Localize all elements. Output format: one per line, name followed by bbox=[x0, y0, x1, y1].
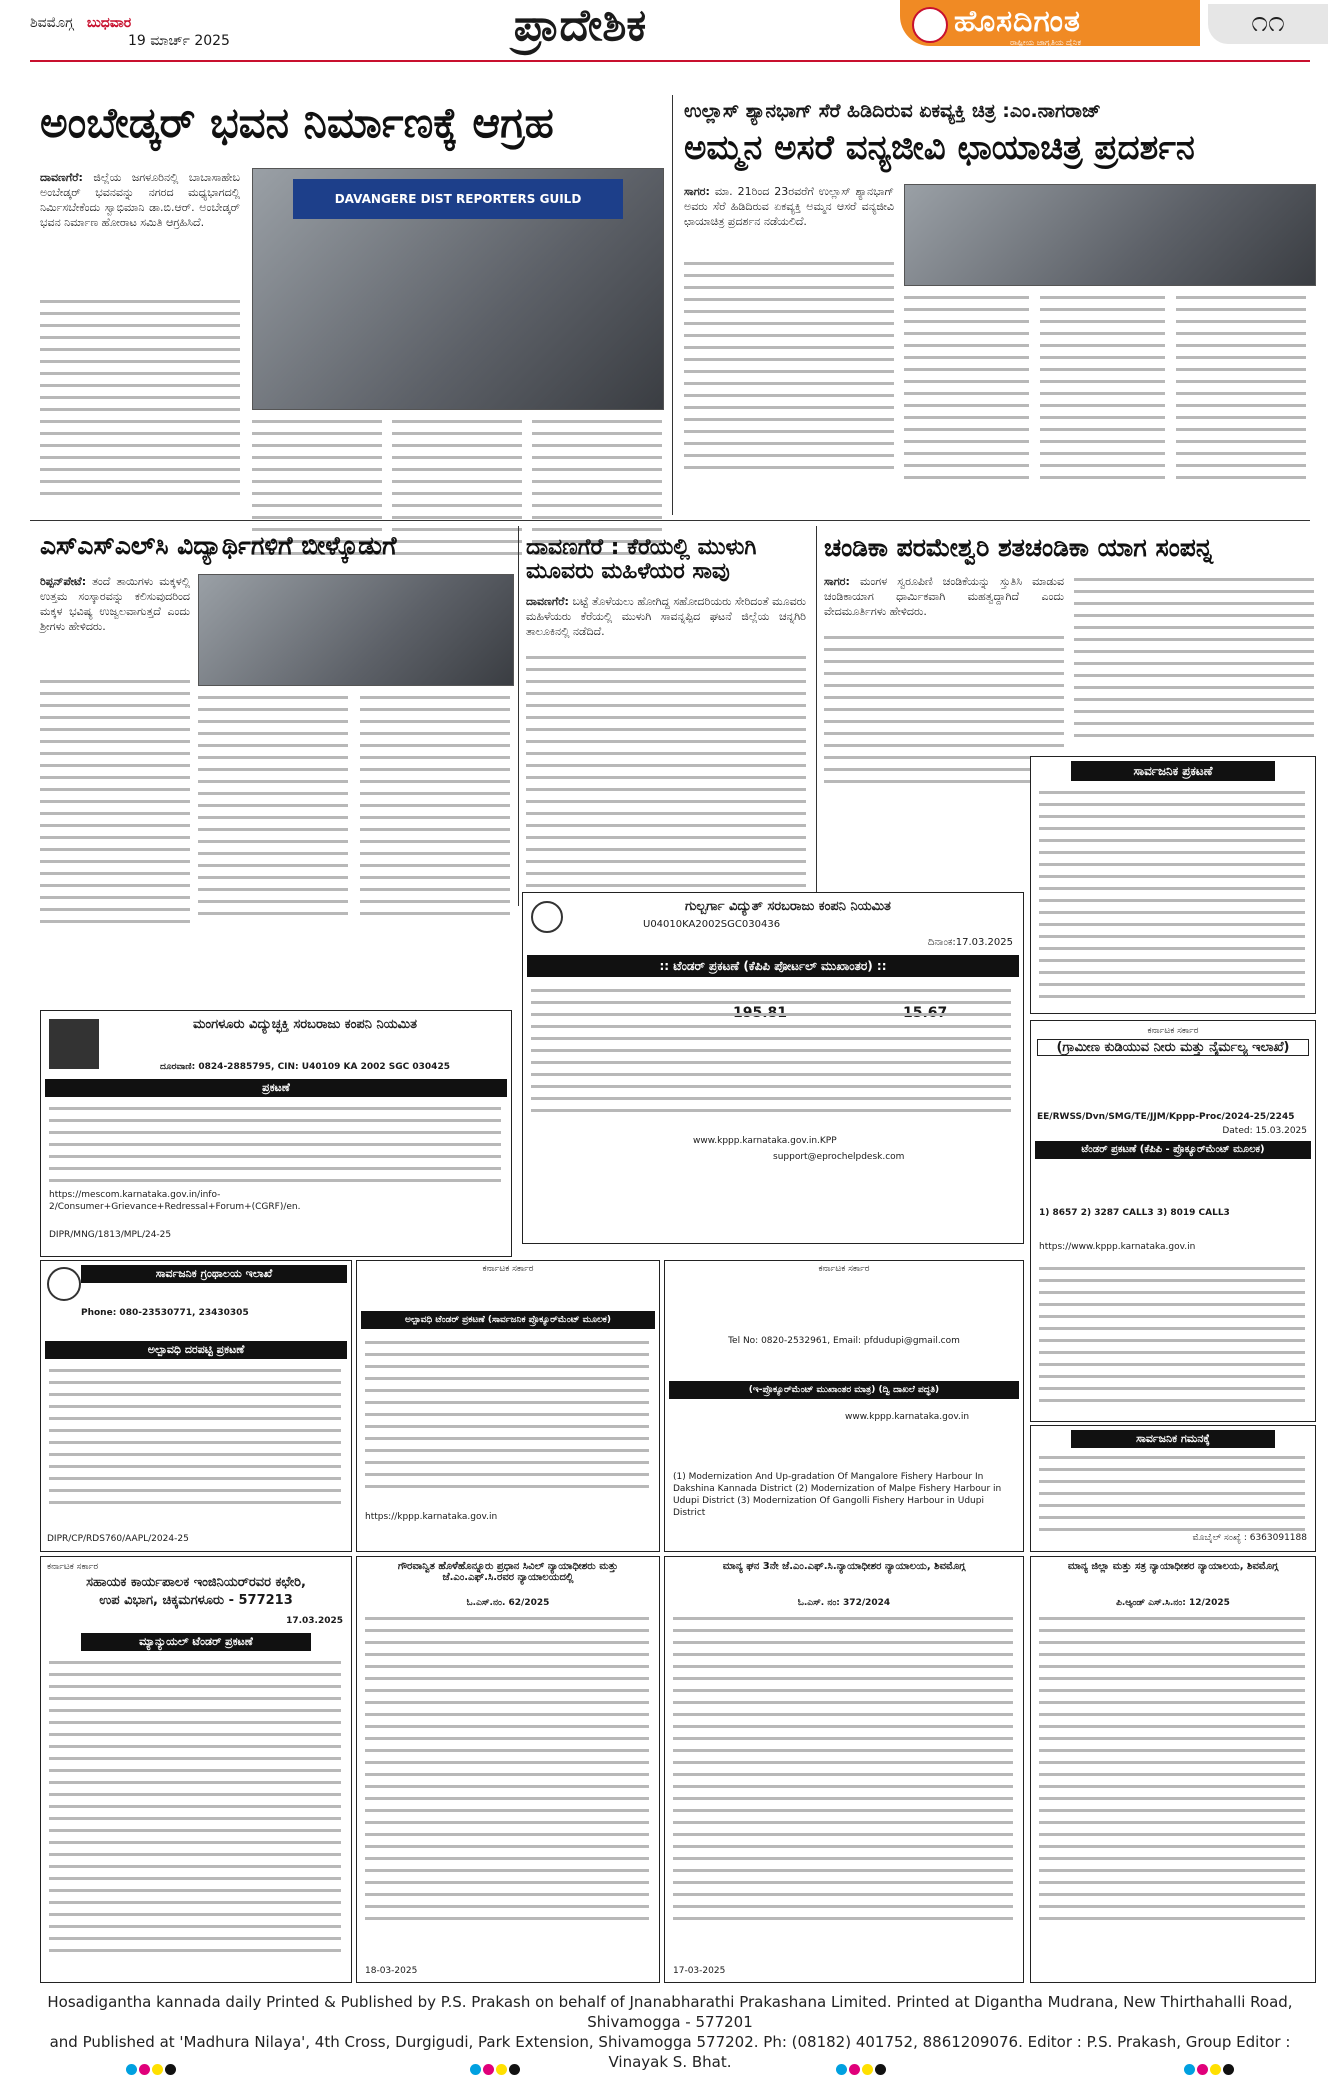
story-wildlife-col3 bbox=[1040, 296, 1165, 488]
public-notice-2-title: ಸಾರ್ವಜನಿಕ ಗಮನಕ್ಕೆ bbox=[1071, 1430, 1275, 1448]
registration-dots bbox=[470, 2060, 522, 2072]
dateline-ambedkar: ದಾವಣಗೆರೆ: bbox=[40, 171, 83, 184]
fisheries-url[interactable]: www.kppp.karnataka.gov.in bbox=[845, 1412, 970, 1422]
brand-logo-icon bbox=[912, 7, 948, 43]
ad-court-2 bbox=[664, 1556, 1024, 1983]
public-notice-2-mobile: ಮೊಬೈಲ್ ಸಂಖ್ಯೆ : 6363091188 bbox=[1192, 1533, 1307, 1543]
library-phone: Phone: 080-23530771, 23430305 bbox=[81, 1308, 249, 1318]
rural-water-calls: 1) 8657 2) 3287 CALL3 3) 8019 CALL3 bbox=[1039, 1208, 1230, 1218]
court-3-case: ಪಿ.ಆ್ಯಂಡ್ ಎಸ್.ಸಿ.ನಂ: 12/2025 bbox=[1116, 1598, 1230, 1608]
story-sslc-col3 bbox=[360, 696, 510, 924]
rural-water-bar: ಟೆಂಡರ್ ಪ್ರಕಟಣೆ (ಕೆಪಿಪಿ - ಪ್ರೊಕ್ಯೂರ್‌ಮೆಂಟ್ ಮೂಲಕ) bbox=[1035, 1141, 1311, 1159]
gescom-date: ದಿನಾಂಕ:17.03.2025 bbox=[927, 937, 1013, 948]
brand-banner bbox=[900, 0, 1200, 46]
ad-fisheries bbox=[664, 1260, 1024, 1552]
brand-tagline: ರಾಷ್ಟ್ರೀಯ ಜಾಗೃತಿಯ ದೈನಿಕ bbox=[1010, 38, 1081, 47]
ad-mescom bbox=[40, 1010, 512, 1257]
court-2-date: 17-03-2025 bbox=[673, 1966, 726, 1976]
ad-library bbox=[40, 1260, 352, 1552]
court-2-case: ಓ.ಎಸ್. ನಂ: 372/2024 bbox=[797, 1598, 891, 1608]
masthead-dateline bbox=[30, 14, 230, 50]
fisheries-phone: Tel No: 0820-2532961, Email: pfdudupi@gmail.com bbox=[728, 1336, 960, 1346]
library-title: ಸಾರ್ವಜನಿಕ ಗ್ರಂಥಾಲಯ ಇಲಾಖೆ bbox=[81, 1265, 347, 1283]
rural-water-title: (ಗ್ರಾಮೀಣ ಕುಡಿಯುವ ನೀರು ಮತ್ತು ನೈರ್ಮಲ್ಯ ಇಲಾಖೆ) bbox=[1037, 1039, 1309, 1056]
headline-chandika: ಚಂಡಿಕಾ ಪರಮೇಶ್ವರಿ ಶತಚಂಡಿಕಾ ಯಾಗ ಸಂಪನ್ನ bbox=[824, 533, 1214, 562]
story-davangere-text bbox=[526, 656, 806, 896]
imprint-line-1: Hosadigantha kannada daily Printed & Published by P.S. Prakash on behalf of Jnanabharathi Prakashana Limited. Printed at Digantha Mudrana, New Thirthahalli Road, Shivamogga - 577201 bbox=[47, 1993, 1293, 2031]
photo-banner-text: DAVANGERE DIST REPORTERS GUILD bbox=[293, 179, 623, 219]
ad-court-1 bbox=[356, 1556, 660, 1983]
fisheries-header: ಕರ್ನಾಟಕ ಸರ್ಕಾರ bbox=[818, 1264, 870, 1274]
gescom-bar: :: ಟೆಂಡರ್ ಪ್ರಕಟಣೆ (ಕೆಪಿಪಿ ಪೋರ್ಟಲ್ ಮುಖಾಂತರ) :: bbox=[527, 955, 1019, 977]
ad-pwd bbox=[40, 1556, 352, 1983]
column-divider bbox=[518, 526, 519, 906]
court-3-title: ಮಾನ್ಯ ಜಿಲ್ಲಾ ಮತ್ತು ಸತ್ರ ನ್ಯಾಯಾಧೀಶರ ನ್ಯಾಯಾಲಯ, ಶಿವಮೊಗ್ಗ bbox=[1067, 1561, 1279, 1572]
story-chandika-text bbox=[824, 636, 1064, 792]
photo-wildlife-event bbox=[904, 184, 1316, 286]
court-1-date: 18-03-2025 bbox=[365, 1966, 418, 1976]
ad-court-3 bbox=[1030, 1556, 1316, 1983]
mescom-phone: ದೂರವಾಣಿ: 0824-2885795, CIN: U40109 KA 2002 SGC 030425 bbox=[160, 1062, 450, 1072]
gescom-cin: U04010KA2002SGC030436 bbox=[643, 919, 781, 930]
photo-sslc-event bbox=[198, 574, 514, 686]
library-logo-icon bbox=[47, 1267, 81, 1301]
ad-kbjnl bbox=[356, 1260, 660, 1552]
masthead-city: ಶಿವಮೊಗ್ಗ bbox=[30, 15, 74, 31]
imprint-footer bbox=[30, 1992, 1310, 2072]
dateline-sslc: ರಿಪ್ಪನ್‌ಪೇಟೆ: bbox=[40, 575, 87, 588]
kbjnl-header: ಕರ್ನಾಟಕ ಸರ್ಕಾರ bbox=[482, 1264, 534, 1274]
column-divider bbox=[672, 95, 673, 515]
ad-public-notice-1 bbox=[1030, 756, 1316, 1014]
headline-sslc: ಎಸ್‌ಎಸ್‌ಎಲ್‌ಸಿ ವಿದ್ಯಾರ್ಥಿಗಳಿಗೆ ಬೀಳ್ಕೊಡುಗೆ bbox=[40, 531, 397, 560]
court-1-case: ಓ.ಎಸ್.ನಂ. 62/2025 bbox=[466, 1598, 550, 1608]
mescom-title: ಮಂಗಳೂರು ವಿದ್ಯುಚ್ಛಕ್ತಿ ಸರಬರಾಜು ಕಂಪನಿ ನಿಯಮಿತ bbox=[193, 1017, 417, 1032]
fisheries-works: (1) Modernization And Up-gradation Of Mangalore Fishery Harbour In Dakshina Kannada District (2) Modernization of Malpe Fishery Harbour in Udupi District (3) Modernization Of Gangolli Fishery Harbour in Udupi District bbox=[673, 1472, 1002, 1518]
headline-ambedkar: ಅಂಬೇಡ್ಕರ್ ಭವನ ನಿರ್ಮಾಣಕ್ಕೆ ಆಗ್ರಹ bbox=[40, 98, 554, 147]
ad-gescom-tender bbox=[522, 892, 1024, 1244]
imprint-line-2: and Published at 'Madhura Nilaya', 4th Cross, Durgigudi, Park Extension, Shivamogga 577202. Ph: (08182) 401752, 8861209076. Editor : P.S. Prakash, Group Editor : Vinayak S. Bhat. bbox=[49, 2033, 1291, 2071]
rural-water-date: Dated: 15.03.2025 bbox=[1222, 1126, 1307, 1136]
mescom-url[interactable]: https://mescom.karnataka.gov.in/info-2/Consumer+Grievance+Redressal+Forum+(CGRF)/en. bbox=[49, 1190, 301, 1212]
story-chandika-body: ಸಾಗರ: ಮಂಗಳ ಸ್ವರೂಪಿಣಿ ಚಂಡಿಕೆಯನ್ನು ಸ್ತುತಿಸಿ ಮಾಡುವ ಚಂಡಿಕಾಯಾಗ ಧಾರ್ಮಿಕವಾಗಿ ಮಹತ್ವದ್ದಾಗಿದೆ ಎಂದು ವೇದಮೂರ್ತಿಗಳು ಹೇಳಿದರು. bbox=[824, 575, 1065, 618]
court-2-title: ಮಾನ್ಯ ಘನ 3ನೇ ಜೆ.ಎಂ.ಎಫ್.ಸಿ.ನ್ಯಾಯಾಧೀಶರ ನ್ಯಾಯಾಲಯ, ಶಿವಮೊಗ್ಗ bbox=[722, 1561, 966, 1572]
story-sslc-body: ರಿಪ್ಪನ್‌ಪೇಟೆ: ತಂದೆ ತಾಯಿಗಳು ಮಕ್ಕಳಲ್ಲಿ ಉತ್ತಮ ಸಂಸ್ಕಾರವನ್ನು ಕಲಿಸುವುದರಿಂದ ಮಕ್ಕಳ ಭವಿಷ್ಯ ಉಜ್ವಲವಾಗುತ್ತದೆ ಎಂದು ಶ್ರೀಗಳು ಹೇಳಿದರು. bbox=[40, 575, 191, 633]
rural-water-header: ಕರ್ನಾಟಕ ಸರ್ಕಾರ bbox=[1147, 1026, 1199, 1036]
mescom-logo-icon bbox=[49, 1019, 99, 1069]
story-sslc-text bbox=[40, 680, 190, 932]
brand-name: ಹೊಸದಿಗಂತ bbox=[954, 4, 1081, 39]
gescom-site[interactable]: www.kppp.karnataka.gov.in.KPP bbox=[693, 1136, 837, 1146]
pwd-subtitle: ಉಪ ವಿಭಾಗ, ಚಿಕ್ಕಮಗಳೂರು - 577213 bbox=[99, 1593, 293, 1608]
gescom-title: ಗುಲ್ಬರ್ಗಾ ವಿದ್ಯುತ್ ಸರಬರಾಜು ಕಂಪನಿ ನಿಯಮಿತ bbox=[685, 899, 891, 914]
court-1-title: ಗೌರವಾನ್ವಿತ ಹೊಳೆಹೊನ್ನೂರು ಪ್ರಧಾನ ಸಿವಿಲ್ ನ್ಯಾಯಾಧೀಶರು ಮತ್ತು ಜೆ.ಎಂ.ಎಫ್.ಸಿ.ರವರ ನ್ಯಾಯಾಲಯದಲ್ಲಿ bbox=[397, 1561, 619, 1583]
ad-public-notice-2 bbox=[1030, 1425, 1316, 1552]
dateline-chandika: ಸಾಗರ: bbox=[824, 575, 850, 588]
fisheries-bar: (ಇ-ಪ್ರೊಕ್ಯೂರ್‌ಮೆಂಟ್ ಮುಖಾಂತರ ಮಾತ್ರ) (ದ್ವಿ ದಾಖಲೆ ಪದ್ಧತಿ) bbox=[669, 1381, 1019, 1399]
registration-dots bbox=[1184, 2060, 1236, 2072]
ad-public-notice-1-title: ಸಾರ್ವಜನಿಕ ಪ್ರಕಟಣೆ bbox=[1071, 761, 1275, 781]
library-code: DIPR/CP/RDS760/AAPL/2024-25 bbox=[47, 1534, 189, 1544]
story-wildlife-body: ಸಾಗರ: ಮಾ. 21ರಿಂದ 23ರವರೆಗೆ ಉಲ್ಲಾಸ್ ಶ್ಯಾನಭಾಗ್ ಅವರು ಸೆರೆ ಹಿಡಿದಿರುವ ಏಕವ್ಯಕ್ತಿ ಅಮ್ಮನ ಆಸರೆ ವನ್ಯಜೀವಿ ಛಾಯಾಚಿತ್ರ ಪ್ರದರ್ಶನ ನಡೆಯಲಿದೆ. bbox=[684, 185, 894, 228]
dateline-davangere: ದಾವಣಗೆರೆ: bbox=[526, 595, 569, 608]
gescom-email[interactable]: support@eprochelpdesk.com bbox=[773, 1152, 905, 1162]
headline-davangere: ದಾವಣಗೆರೆ : ಕೆರೆಯಲ್ಲಿ ಮುಳುಗಿ ಮೂವರು ಮಹಿಳೆಯರ ಸಾವು bbox=[526, 535, 757, 585]
story-wildlife-col4 bbox=[1176, 296, 1306, 488]
section-title: ಪ್ರಾದೇಶಿಕ bbox=[513, 0, 647, 51]
pwd-header: ಕರ್ನಾಟಕ ಸರ್ಕಾರ bbox=[47, 1562, 99, 1572]
story-ambedkar-body: ದಾವಣಗೆರೆ: ಜಿಲ್ಲೆಯ ಜಗಳೂರಿನಲ್ಲಿ ಬಾಬಾಸಾಹೇಬ ಅಂಬೇಡ್ಕರ್ ಭವನವನ್ನು ನಗರದ ಮಧ್ಯಭಾಗದಲ್ಲಿ ನಿರ್ಮಿಸಬೇಕೆಂದು ಸ್ವಾಭಿಮಾನಿ ಡಾ.ಬಿ.ಆರ್. ಅಂಬೇಡ್ಕರ್ ಭವನ ನಿರ್ಮಾಣ ಹೋರಾಟ ಸಮಿತಿ ಆಗ್ರಹಿಸಿದೆ. bbox=[40, 171, 241, 229]
rural-water-ref: EE/RWSS/Dvn/SMG/TE/JJM/Kppp-Proc/2024-25/2245 bbox=[1037, 1112, 1295, 1122]
masthead-rule bbox=[30, 60, 1310, 62]
pwd-title: ಸಹಾಯಕ ಕಾರ್ಯಪಾಲಕ ಇಂಜಿನಿಯರ್‌ರವರ ಕಛೇರಿ, bbox=[86, 1575, 306, 1590]
section-rule bbox=[30, 520, 1310, 521]
masthead-date: 19 ಮಾರ್ಚ್ 2025 bbox=[128, 33, 230, 49]
headline-wildlife: ಅಮ್ಮನ ಅಸರೆ ವನ್ಯಜೀವಿ ಛಾಯಾಚಿತ್ರ ಪ್ರದರ್ಶನ bbox=[684, 128, 1195, 168]
story-wildlife-col2 bbox=[904, 296, 1029, 488]
story-sslc-col2 bbox=[198, 696, 348, 924]
kbjnl-url[interactable]: https://kppp.karnataka.gov.in bbox=[365, 1512, 498, 1522]
gescom-logo-icon bbox=[531, 901, 563, 933]
kicker-wildlife: ಉಲ್ಲಾಸ್ ಶ್ಯಾನಭಾಗ್ ಸೆರೆ ಹಿಡಿದಿರುವ ಏಕವ್ಯಕ್ತಿ ಚಿತ್ರ :ಎಂ.ನಾಗರಾಜ್ bbox=[684, 100, 1101, 122]
story-wildlife-text bbox=[684, 262, 894, 478]
story-ambedkar-text bbox=[40, 300, 240, 504]
column-divider bbox=[816, 526, 817, 906]
mescom-code: DIPR/MNG/1813/MPL/24-25 bbox=[49, 1230, 172, 1240]
dateline-wildlife: ಸಾಗರ: bbox=[684, 185, 710, 198]
ad-rural-water bbox=[1030, 1020, 1316, 1422]
story-davangere-body: ದಾವಣಗೆರೆ: ಬಟ್ಟೆ ತೊಳೆಯಲು ಹೋಗಿದ್ದ ಸಹೋದರಿಯರು ಸೇರಿದಂತೆ ಮೂವರು ಮಹಿಳೆಯರು ಕೆರೆಯಲ್ಲಿ ಮುಳುಗಿ ಸಾವನ್ನಪ್ಪಿದ ಘಟನೆ ಜಿಲ್ಲೆಯ ಚನ್ನಗಿರಿ ತಾಲೂಕಿನಲ್ಲಿ ನಡೆದಿದೆ. bbox=[526, 595, 806, 638]
pwd-date: 17.03.2025 bbox=[286, 1616, 343, 1626]
photo-press-meet bbox=[252, 168, 664, 410]
rural-water-url[interactable]: https://www.kppp.karnataka.gov.in bbox=[1039, 1242, 1196, 1252]
kbjnl-bar: ಅಲ್ಪಾವಧಿ ಟೆಂಡರ್ ಪ್ರಕಟಣೆ (ಸಾರ್ವಜನಿಕ ಪ್ರೊಕ್ಯೂರ್‌ಮೆಂಟ್ ಮೂಲಕ) bbox=[361, 1311, 655, 1329]
library-bar: ಅಲ್ಪಾವಧಿ ದರಪಟ್ಟಿ ಪ್ರಕಟಣೆ bbox=[45, 1341, 347, 1359]
masthead-weekday: ಬುಧವಾರ bbox=[86, 15, 132, 31]
registration-dots bbox=[836, 2060, 888, 2072]
mescom-bar: ಪ್ರಕಟಣೆ bbox=[45, 1079, 507, 1097]
page-number: ೧೧ bbox=[1208, 4, 1328, 44]
registration-dots bbox=[126, 2060, 178, 2072]
story-chandika-col2 bbox=[1074, 578, 1314, 746]
pwd-bar: ಮ್ಯಾನ್ಯುಯಲ್ ಟೆಂಡರ್ ಪ್ರಕಟಣೆ bbox=[81, 1633, 311, 1651]
